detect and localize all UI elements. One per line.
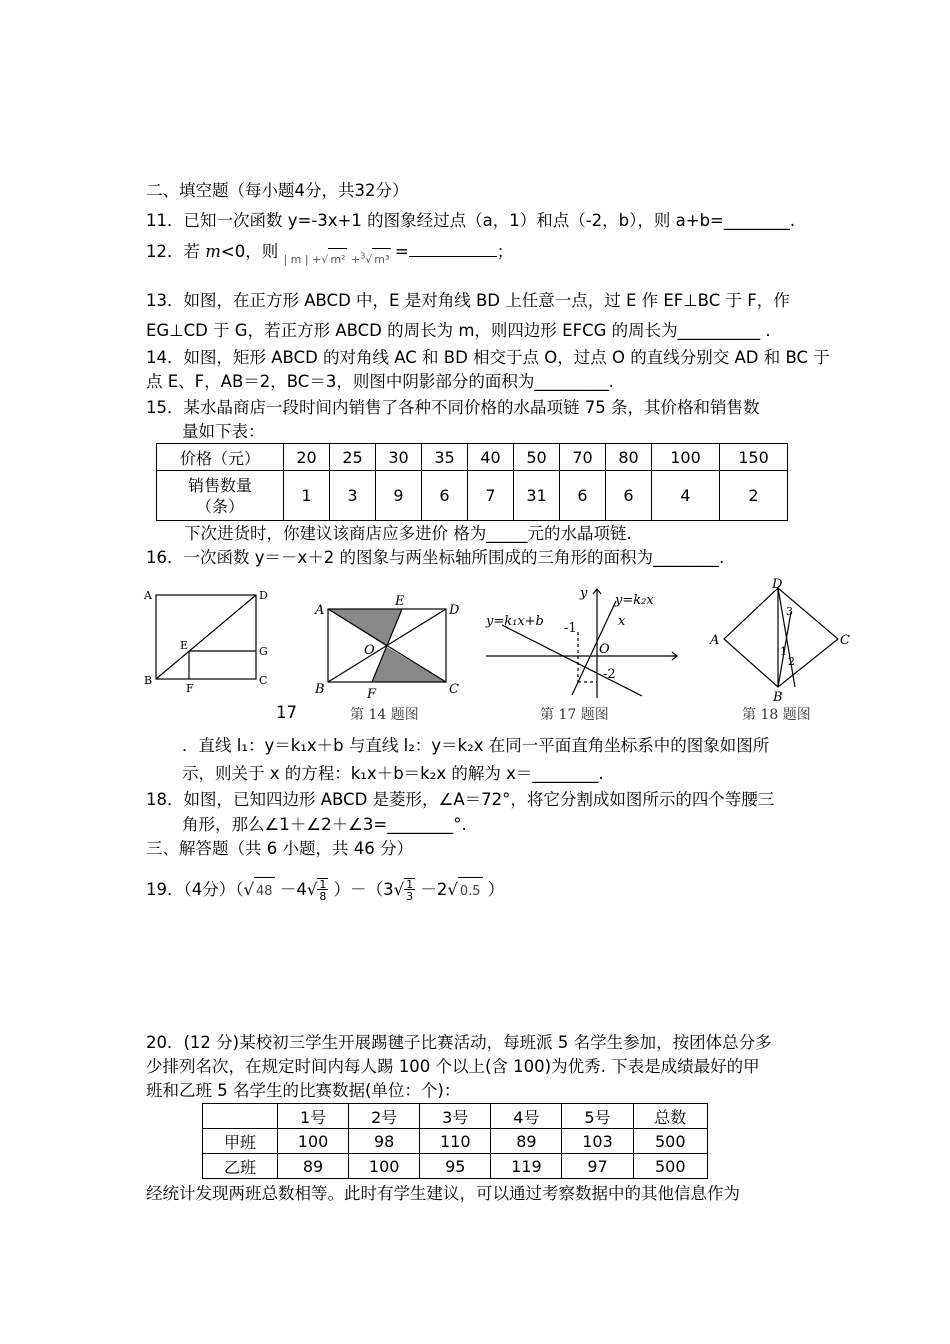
caption-fig14: 第 14 题图 <box>350 707 419 723</box>
rectangle-figure <box>312 590 462 702</box>
sq-label-d: D <box>259 589 268 602</box>
q19-sqrt48: 48 <box>254 877 275 906</box>
mark-neg2: -2 <box>603 667 616 682</box>
q20-header-cell: 1号 <box>278 1104 349 1129</box>
sq-label-a: A <box>144 589 152 602</box>
q20-row-jia <box>203 1129 708 1154</box>
q19-end: ） <box>487 880 505 899</box>
caption-fig18: 第 18 题图 <box>742 707 811 723</box>
q13-line1: 13．如图，在正方形 ABCD 中，E 是对角线 BD 上任意一点，过 E 作 EF⊥BC 于 F，作 <box>146 291 790 310</box>
q15-count-cell: 9 <box>376 471 422 521</box>
rh-angle-1: 1 <box>780 645 787 658</box>
rh-angle-2: 2 <box>788 655 795 668</box>
shade-top <box>328 609 402 647</box>
q15-price-cell: 150 <box>719 444 787 471</box>
q15-count-label-b: （条） <box>195 496 244 516</box>
q17-number: 17 <box>276 703 297 722</box>
rh-label-a: A <box>710 633 720 648</box>
q19-prefix: 19．（4分）（ <box>146 880 244 899</box>
q12-sqrt: m² <box>328 248 347 271</box>
q15-count-cell: 4 <box>652 471 720 521</box>
q12-plus1: + <box>312 253 322 266</box>
q20-header-cell <box>203 1104 278 1129</box>
q20-cell: 103 <box>562 1129 633 1154</box>
q17-line1: ．直线 l₁：y＝k₁x＋b 与直线 l₂：y＝k₂x 在同一平面直角坐标系中的图象如图所 <box>182 736 770 755</box>
q20-cell: 89 <box>278 1154 349 1179</box>
rect-label-o: O <box>364 643 375 658</box>
sq-label-b: B <box>144 674 153 687</box>
origin-label: O <box>599 642 610 657</box>
q15-price-cell: 35 <box>422 444 468 471</box>
q15-count-cell: 31 <box>514 471 560 521</box>
q12-answer-blank[interactable] <box>409 241 497 257</box>
q19-frac2-den: 3 <box>406 890 414 903</box>
shade-bottom <box>372 647 446 682</box>
q11: 11．已知一次函数 y=-3x+1 的图象经过点（a，1）和点（-2，b），则 a+b=________. <box>146 211 796 230</box>
q20-header-row <box>203 1104 708 1129</box>
rh-label-c: C <box>840 633 850 648</box>
q17-line2: 示，则关于 x 的方程：k₁x＋b＝k₂x 的解为 x＝________. <box>182 764 604 783</box>
q19-minus: －4 <box>279 880 307 899</box>
section2-title: 二、填空题（每小题4分，共32分） <box>146 181 409 200</box>
section3-title: 三、解答题（共 6 小题，共 46 分） <box>146 839 413 858</box>
rect-label-d: D <box>449 603 460 618</box>
q15-count-cell: 3 <box>330 471 376 521</box>
q12-prefix: 12．若 <box>146 242 200 261</box>
q12-abs: | m | <box>283 253 309 266</box>
q12-expression: | m | +√ m² +3√ m³ <box>283 253 394 266</box>
axis-label-x: x <box>618 614 626 629</box>
q20-line2: 少排列名次，在规定时间内每人踢 100 个以上(含 100)为优秀. 下表是成绩最好的甲 <box>146 1057 760 1076</box>
q19-frac2 <box>404 878 415 903</box>
q20-cell: 甲班 <box>203 1129 278 1154</box>
q20-header-cell: 总数 <box>633 1104 707 1129</box>
rect-label-a: A <box>315 603 325 618</box>
q20-header-cell: 4号 <box>491 1104 562 1129</box>
q15-price-cell: 70 <box>560 444 606 471</box>
q20-cell: 97 <box>562 1154 633 1179</box>
q18-line1: 18．如图，已知四边形 ABCD 是菱形，∠A＝72°，将它分割成如图所示的四个等腰三 <box>146 790 775 809</box>
q20-header-cell: 2号 <box>349 1104 420 1129</box>
q15-count-label <box>157 471 284 521</box>
q12-cbrt: m³ <box>372 248 391 271</box>
q15-price-cell: 30 <box>376 444 422 471</box>
q20-header-cell: 3号 <box>420 1104 491 1129</box>
q15-line1: 15．某水晶商店一段时间内销售了各种不同价格的水晶项链 75 条，其价格和销售数 <box>146 398 760 417</box>
q20-line1: 20．(12 分)某校初三学生开展踢毽子比赛活动，每班派 5 名学生参加，按团体总分多 <box>146 1033 772 1052</box>
rhombus-figure <box>700 577 860 705</box>
q12-plus2: + <box>350 253 361 266</box>
q16: 16．一次函数 y＝－x＋2 的图象与两坐标轴所围成的三角形的面积为________. <box>146 548 725 567</box>
q20-cell: 110 <box>420 1129 491 1154</box>
q14-line2: 点 E、F，AB＝2，BC＝3，则图中阴影部分的面积为_________. <box>146 372 614 391</box>
q15-count-cell: 1 <box>284 471 330 521</box>
q20-cell: 乙班 <box>203 1154 278 1179</box>
q20-cell: 98 <box>349 1129 420 1154</box>
q12: 12．若 m<0，则 $_{| m | +√ m^2 +^3√ m^3}$ = ； <box>146 241 513 271</box>
q20-cell: 100 <box>278 1129 349 1154</box>
q15-price-row <box>157 444 788 471</box>
q15-count-cell: 6 <box>422 471 468 521</box>
rect-label-c: C <box>449 682 459 697</box>
q19-frac2-num: 1 <box>406 878 414 891</box>
q19-sqrt05: 0.5 <box>458 877 483 906</box>
q12-eq: = <box>394 242 409 261</box>
q14-line1: 14．如图，矩形 ABCD 的对角线 AC 和 BD 相交于点 O，过点 O 的直线分别交 AD 和 BC 于 <box>146 348 830 367</box>
line-l1-label: y=k₁x+b <box>486 614 544 629</box>
q15-count-cell: 7 <box>468 471 514 521</box>
q20-cell: 500 <box>633 1129 707 1154</box>
q19-minus2: －2 <box>420 880 448 899</box>
sq-label-c: C <box>259 674 268 687</box>
graph-figure <box>482 583 682 703</box>
q19-frac1-num: 1 <box>319 878 327 891</box>
rh-label-d: D <box>772 577 783 592</box>
sq-label-e: E <box>180 639 189 652</box>
q20-after: 经统计发现两班总数相等。此时有学生建议，可以通过考察数据中的其他信息作为 <box>146 1184 740 1203</box>
q15-count-cell: 6 <box>606 471 652 521</box>
sq-label-g: G <box>259 645 268 658</box>
q13-line2: EG⊥CD 于 G，若正方形 ABCD 的周长为 m，则四边形 EFCG 的周长为__________ . <box>146 321 771 340</box>
q20-row-yi <box>203 1154 708 1179</box>
q15-price-label: 价格（元） <box>157 444 284 471</box>
q12-cbrt-index: 3 <box>360 251 366 261</box>
q20-cell: 500 <box>633 1154 707 1179</box>
q15-table <box>156 443 788 521</box>
q20-cell: 119 <box>491 1154 562 1179</box>
q20-cell: 95 <box>420 1154 491 1179</box>
q15-price-cell: 20 <box>284 444 330 471</box>
q15-line2: 量如下表： <box>182 422 265 441</box>
q20-header-cell: 5号 <box>562 1104 633 1129</box>
rh-label-b: B <box>773 690 783 705</box>
q20-table <box>202 1103 708 1179</box>
q20-cell: 100 <box>349 1154 420 1179</box>
rect-label-b: B <box>315 682 325 697</box>
q15-count-label-a: 销售数量 <box>187 475 252 495</box>
q19-frac1 <box>317 878 328 903</box>
sq-label-f: F <box>186 682 194 695</box>
q15-price-cell: 100 <box>652 444 720 471</box>
q12-m: m <box>205 242 221 261</box>
square-figure <box>140 585 268 695</box>
q12-lt: <0，则 <box>220 242 279 261</box>
q15-price-cell: 50 <box>514 444 560 471</box>
q15-price-cell: 25 <box>330 444 376 471</box>
line-l2-label: y=k₂x <box>615 593 654 608</box>
diagonal-bd <box>156 595 256 679</box>
q15-count-row <box>157 471 788 521</box>
mark-neg1: -1 <box>564 621 577 636</box>
q19-mid: ）－（3 <box>333 880 394 899</box>
rect-label-f: F <box>367 687 377 702</box>
q19-frac1-den: 8 <box>319 890 327 903</box>
axis-label-y: y <box>580 586 588 601</box>
q20-cell: 89 <box>491 1129 562 1154</box>
q18-line2: 角形，那么∠1＋∠2＋∠3=________°. <box>182 815 467 834</box>
rect-label-e: E <box>395 594 405 609</box>
q15-price-cell: 80 <box>606 444 652 471</box>
q15-count-cell: 2 <box>719 471 787 521</box>
q19: 19．（4分）（√ $48 -4√\frac{1}{8} )-(3√\frac{1}{3} -2√$ 0.5 ） <box>146 876 504 906</box>
caption-fig17: 第 17 题图 <box>540 707 609 723</box>
q20-line3: 班和乙班 5 名学生的比赛数据(单位：个)： <box>146 1081 461 1100</box>
q15-after: 下次进货时，你建议该商店应多进价 格为_____元的水晶项链. <box>184 524 632 543</box>
q15-price-cell: 40 <box>468 444 514 471</box>
q15-count-cell: 6 <box>560 471 606 521</box>
rh-angle-3: 3 <box>786 605 793 618</box>
